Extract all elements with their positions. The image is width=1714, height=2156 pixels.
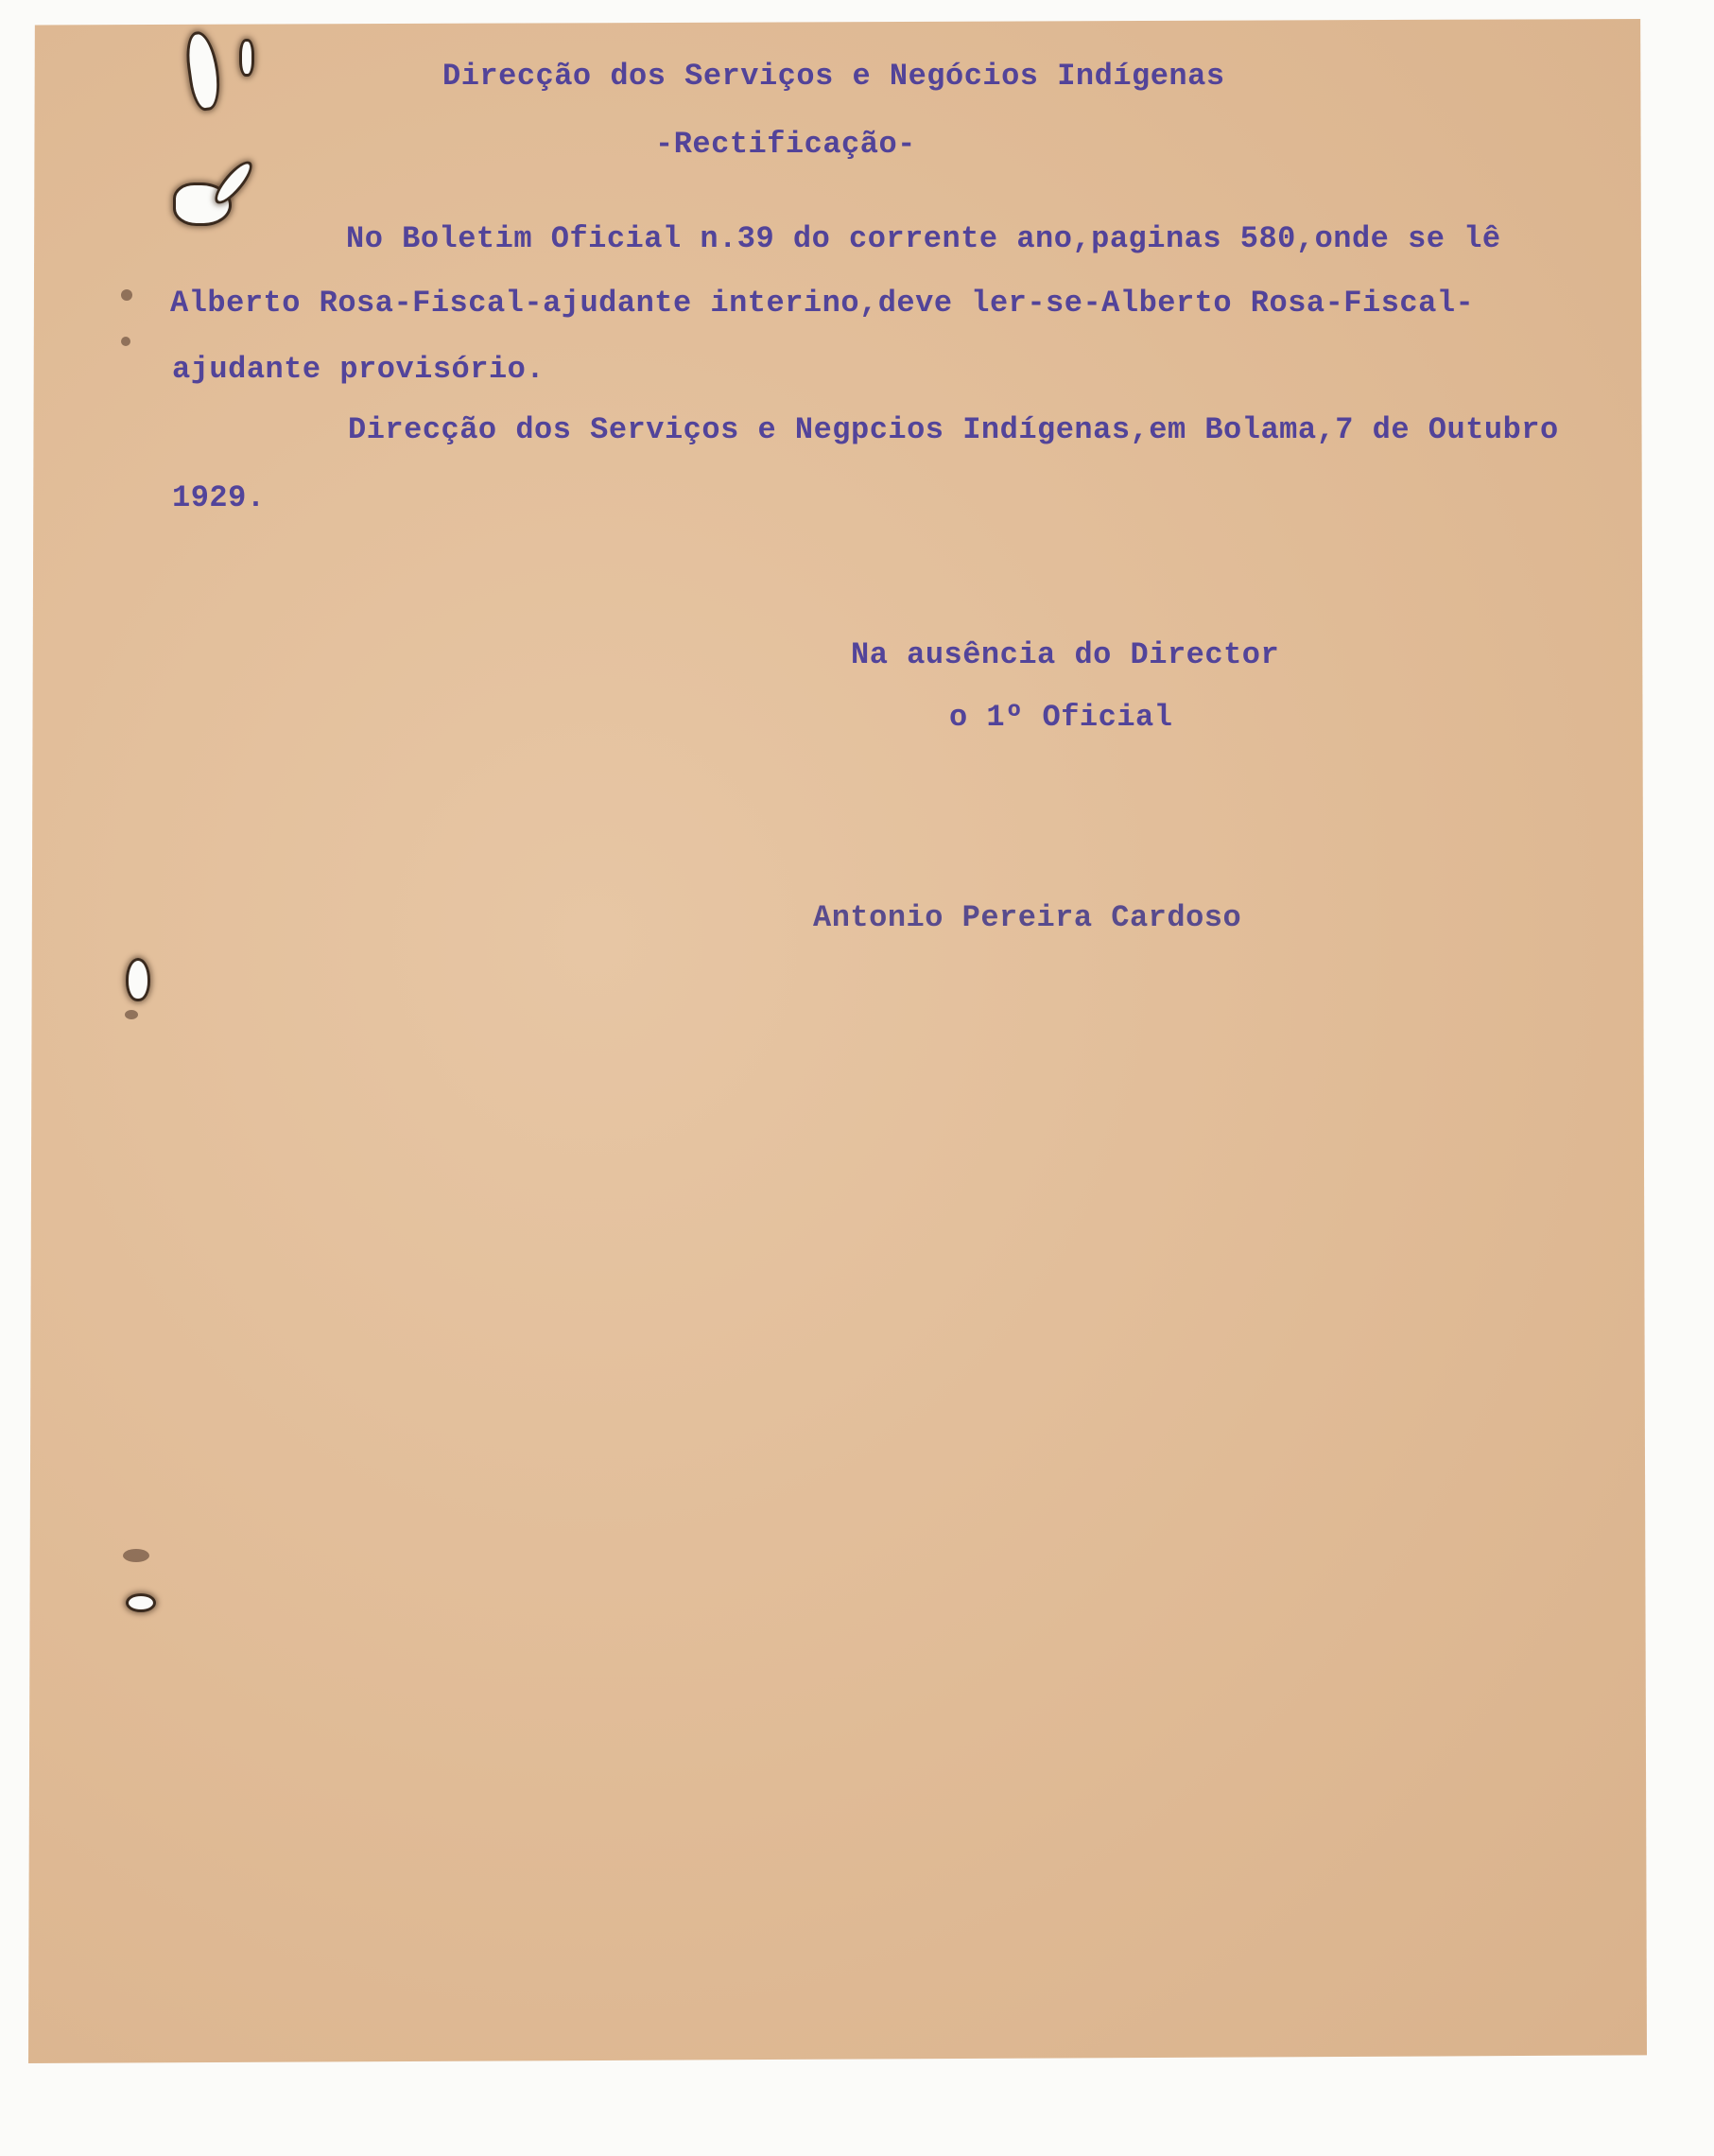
signature-title: Na ausência do Director bbox=[851, 637, 1280, 672]
body-line: Alberto Rosa-Fiscal-ajudante interino,deve ler-se-Alberto Rosa-Fiscal- bbox=[170, 286, 1475, 321]
body-line: Direcção dos Serviços e Negpcios Indígenas,em Bolama,7 de Outubro bbox=[348, 412, 1559, 447]
stain-spot bbox=[121, 337, 130, 346]
document-heading: Direcção dos Serviços e Negócios Indígenas bbox=[442, 59, 1225, 94]
body-line: 1929. bbox=[172, 480, 266, 515]
signature-role: o 1º Oficial bbox=[949, 700, 1173, 735]
burn-hole-mark bbox=[242, 42, 251, 74]
burn-hole-bottom bbox=[129, 1596, 153, 1609]
stain-spot bbox=[125, 1010, 138, 1019]
document-subheading: -Rectificação- bbox=[655, 127, 916, 162]
body-line: ajudante provisório. bbox=[172, 352, 545, 387]
stain-spot bbox=[123, 1549, 149, 1562]
paper-sheet bbox=[28, 19, 1647, 2063]
signature-name: Antonio Pereira Cardoso bbox=[813, 900, 1242, 935]
stain-spot bbox=[121, 289, 132, 301]
burn-hole-middle bbox=[129, 961, 147, 999]
body-line: No Boletim Oficial n.39 do corrente ano,paginas 580,onde se lê bbox=[346, 221, 1501, 256]
